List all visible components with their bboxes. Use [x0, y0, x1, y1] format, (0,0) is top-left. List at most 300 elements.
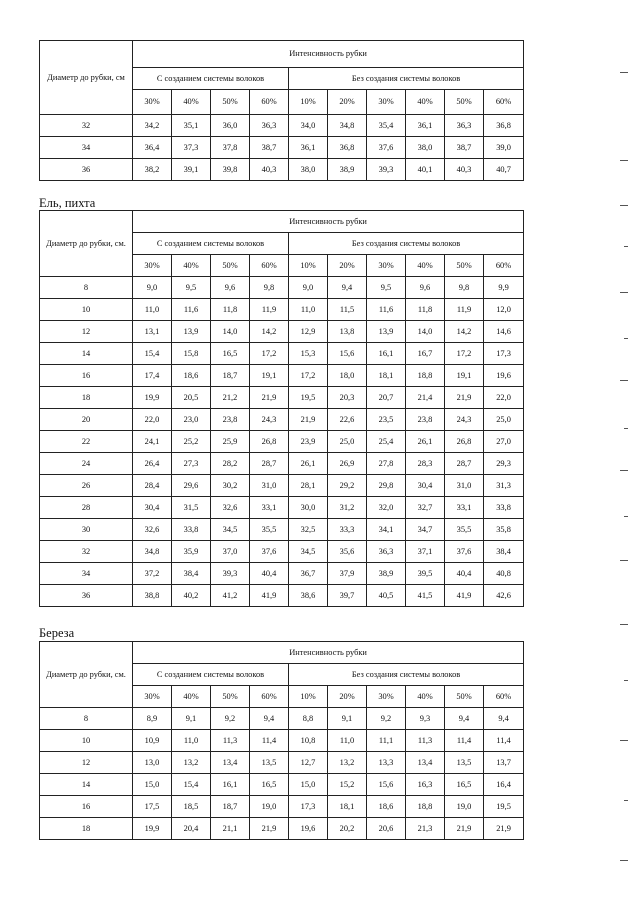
col-header: 10%	[289, 255, 328, 277]
value-cell: 25,9	[211, 431, 250, 453]
value-cell: 37,1	[406, 541, 445, 563]
value-cell: 10,8	[289, 730, 328, 752]
diameter-cell: 16	[40, 365, 133, 387]
value-cell: 31,2	[328, 497, 367, 519]
value-cell: 13,1	[133, 321, 172, 343]
value-cell: 21,9	[250, 387, 289, 409]
table-row	[40, 730, 524, 752]
value-cell: 13,8	[328, 321, 367, 343]
value-cell: 37,6	[250, 541, 289, 563]
value-cell: 25,2	[172, 431, 211, 453]
col-header: 30%	[133, 686, 172, 708]
table-row	[40, 277, 524, 299]
value-cell: 40,8	[484, 563, 524, 585]
value-cell: 40,3	[250, 159, 289, 181]
value-cell: 28,7	[445, 453, 484, 475]
value-cell: 11,3	[406, 730, 445, 752]
value-cell: 19,1	[250, 365, 289, 387]
col-header: 50%	[445, 255, 484, 277]
table-row	[40, 159, 524, 181]
diameter-cell: 12	[40, 321, 133, 343]
value-cell: 9,6	[406, 277, 445, 299]
value-cell: 13,9	[172, 321, 211, 343]
table-row	[40, 752, 524, 774]
value-cell: 39,5	[406, 563, 445, 585]
value-cell: 36,8	[484, 115, 524, 137]
value-cell: 9,9	[484, 277, 524, 299]
table-row	[40, 299, 524, 321]
header-without-system: Без создания системы волоков	[289, 233, 524, 255]
value-cell: 8,8	[289, 708, 328, 730]
col-header: 10%	[289, 686, 328, 708]
value-cell: 9,3	[406, 708, 445, 730]
value-cell: 36,4	[133, 137, 172, 159]
value-cell: 9,1	[172, 708, 211, 730]
diameter-cell: 12	[40, 752, 133, 774]
col-header: 60%	[250, 686, 289, 708]
value-cell: 35,8	[484, 519, 524, 541]
value-cell: 39,8	[211, 159, 250, 181]
value-cell: 31,3	[484, 475, 524, 497]
value-cell: 38,2	[133, 159, 172, 181]
table-row	[40, 519, 524, 541]
header-diameter: Диаметр до рубки, см.	[40, 642, 133, 708]
value-cell: 19,0	[445, 796, 484, 818]
value-cell: 24,1	[133, 431, 172, 453]
header-with-system: С созданием системы волоков	[133, 233, 289, 255]
value-cell: 37,9	[328, 563, 367, 585]
diameter-cell: 14	[40, 343, 133, 365]
value-cell: 16,3	[406, 774, 445, 796]
value-cell: 15,8	[172, 343, 211, 365]
value-cell: 18,1	[367, 365, 406, 387]
value-cell: 36,8	[328, 137, 367, 159]
diameter-cell: 10	[40, 730, 133, 752]
value-cell: 36,3	[445, 115, 484, 137]
diameter-cell: 32	[40, 115, 133, 137]
diameter-cell: 36	[40, 585, 133, 607]
value-cell: 17,2	[445, 343, 484, 365]
col-header: 20%	[328, 686, 367, 708]
table-row	[40, 115, 524, 137]
col-header: 50%	[211, 90, 250, 115]
value-cell: 34,0	[289, 115, 328, 137]
value-cell: 11,4	[250, 730, 289, 752]
value-cell: 11,0	[289, 299, 328, 321]
table-row	[40, 137, 524, 159]
value-cell: 9,0	[289, 277, 328, 299]
value-cell: 40,3	[445, 159, 484, 181]
diameter-cell: 10	[40, 299, 133, 321]
value-cell: 18,6	[172, 365, 211, 387]
value-cell: 40,4	[445, 563, 484, 585]
value-cell: 29,8	[367, 475, 406, 497]
table-row	[40, 796, 524, 818]
value-cell: 33,1	[250, 497, 289, 519]
diameter-cell: 34	[40, 563, 133, 585]
value-cell: 21,4	[406, 387, 445, 409]
value-cell: 32,0	[367, 497, 406, 519]
value-cell: 13,7	[484, 752, 524, 774]
value-cell: 9,4	[328, 277, 367, 299]
value-cell: 33,3	[328, 519, 367, 541]
value-cell: 20,5	[172, 387, 211, 409]
table-row	[40, 708, 524, 730]
table-row	[40, 497, 524, 519]
value-cell: 37,2	[133, 563, 172, 585]
value-cell: 24,3	[250, 409, 289, 431]
value-cell: 19,5	[289, 387, 328, 409]
value-cell: 11,1	[367, 730, 406, 752]
value-cell: 13,5	[250, 752, 289, 774]
table-row	[40, 387, 524, 409]
value-cell: 31,5	[172, 497, 211, 519]
table-row	[40, 343, 524, 365]
value-cell: 11,5	[328, 299, 367, 321]
value-cell: 13,4	[211, 752, 250, 774]
value-cell: 18,0	[328, 365, 367, 387]
value-cell: 33,8	[172, 519, 211, 541]
value-cell: 18,7	[211, 365, 250, 387]
value-cell: 11,0	[172, 730, 211, 752]
value-cell: 39,7	[328, 585, 367, 607]
value-cell: 9,4	[484, 708, 524, 730]
col-header: 40%	[406, 686, 445, 708]
value-cell: 34,5	[211, 519, 250, 541]
table-row	[40, 365, 524, 387]
diameter-cell: 32	[40, 541, 133, 563]
value-cell: 15,0	[133, 774, 172, 796]
value-cell: 9,6	[211, 277, 250, 299]
value-cell: 19,6	[484, 365, 524, 387]
value-cell: 25,0	[328, 431, 367, 453]
section-title-spruce-fir: Ель, пихта	[39, 196, 96, 210]
value-cell: 28,2	[211, 453, 250, 475]
header-intensity: Интенсивность рубки	[133, 211, 524, 233]
value-cell: 18,1	[328, 796, 367, 818]
value-cell: 39,3	[211, 563, 250, 585]
value-cell: 39,0	[484, 137, 524, 159]
col-header: 20%	[328, 90, 367, 115]
value-cell: 13,9	[367, 321, 406, 343]
value-cell: 19,0	[250, 796, 289, 818]
diameter-cell: 26	[40, 475, 133, 497]
value-cell: 11,6	[172, 299, 211, 321]
value-cell: 18,7	[211, 796, 250, 818]
value-cell: 26,4	[133, 453, 172, 475]
value-cell: 27,8	[367, 453, 406, 475]
value-cell: 23,0	[172, 409, 211, 431]
diameter-cell: 8	[40, 277, 133, 299]
value-cell: 35,9	[172, 541, 211, 563]
value-cell: 11,0	[133, 299, 172, 321]
value-cell: 38,8	[133, 585, 172, 607]
value-cell: 28,7	[250, 453, 289, 475]
col-header: 10%	[289, 90, 328, 115]
value-cell: 27,3	[172, 453, 211, 475]
header-diameter: Диаметр до рубки, см.	[40, 211, 133, 277]
value-cell: 32,6	[133, 519, 172, 541]
value-cell: 23,8	[406, 409, 445, 431]
diameter-cell: 8	[40, 708, 133, 730]
value-cell: 16,5	[445, 774, 484, 796]
value-cell: 9,4	[445, 708, 484, 730]
value-cell: 26,1	[289, 453, 328, 475]
value-cell: 9,5	[172, 277, 211, 299]
value-cell: 21,1	[211, 818, 250, 840]
value-cell: 11,4	[445, 730, 484, 752]
value-cell: 22,6	[328, 409, 367, 431]
value-cell: 9,2	[211, 708, 250, 730]
header-without-system: Без создания системы волоков	[289, 68, 524, 90]
table-row	[40, 409, 524, 431]
value-cell: 19,6	[289, 818, 328, 840]
value-cell: 40,5	[367, 585, 406, 607]
value-cell: 26,1	[406, 431, 445, 453]
value-cell: 35,5	[250, 519, 289, 541]
value-cell: 15,0	[289, 774, 328, 796]
value-cell: 14,2	[445, 321, 484, 343]
value-cell: 37,3	[172, 137, 211, 159]
value-cell: 21,9	[289, 409, 328, 431]
value-cell: 19,9	[133, 818, 172, 840]
value-cell: 20,3	[328, 387, 367, 409]
diameter-cell: 24	[40, 453, 133, 475]
value-cell: 11,9	[250, 299, 289, 321]
value-cell: 13,3	[367, 752, 406, 774]
value-cell: 13,2	[172, 752, 211, 774]
value-cell: 14,0	[211, 321, 250, 343]
value-cell: 23,9	[289, 431, 328, 453]
value-cell: 16,1	[367, 343, 406, 365]
value-cell: 32,6	[211, 497, 250, 519]
value-cell: 21,9	[250, 818, 289, 840]
diameter-cell: 22	[40, 431, 133, 453]
diameter-cell: 18	[40, 387, 133, 409]
diameter-cell: 36	[40, 159, 133, 181]
value-cell: 34,7	[406, 519, 445, 541]
value-cell: 38,4	[172, 563, 211, 585]
diameter-cell: 18	[40, 818, 133, 840]
value-cell: 17,5	[133, 796, 172, 818]
value-cell: 40,2	[172, 585, 211, 607]
value-cell: 19,5	[484, 796, 524, 818]
value-cell: 30,4	[133, 497, 172, 519]
value-cell: 30,4	[406, 475, 445, 497]
value-cell: 13,4	[406, 752, 445, 774]
col-header: 50%	[211, 255, 250, 277]
value-cell: 38,7	[250, 137, 289, 159]
value-cell: 15,4	[133, 343, 172, 365]
section-title-birch: Береза	[39, 626, 75, 640]
table-row	[40, 321, 524, 343]
value-cell: 38,4	[484, 541, 524, 563]
diameter-cell: 34	[40, 137, 133, 159]
value-cell: 11,9	[445, 299, 484, 321]
value-cell: 29,6	[172, 475, 211, 497]
value-cell: 17,4	[133, 365, 172, 387]
value-cell: 22,0	[484, 387, 524, 409]
value-cell: 9,0	[133, 277, 172, 299]
value-cell: 22,0	[133, 409, 172, 431]
value-cell: 33,8	[484, 497, 524, 519]
value-cell: 40,1	[406, 159, 445, 181]
col-header: 60%	[250, 90, 289, 115]
value-cell: 8,9	[133, 708, 172, 730]
value-cell: 20,6	[367, 818, 406, 840]
value-cell: 36,7	[289, 563, 328, 585]
value-cell: 31,0	[250, 475, 289, 497]
value-cell: 20,7	[367, 387, 406, 409]
value-cell: 32,5	[289, 519, 328, 541]
value-cell: 40,4	[250, 563, 289, 585]
value-cell: 38,7	[445, 137, 484, 159]
value-cell: 25,4	[367, 431, 406, 453]
value-cell: 21,3	[406, 818, 445, 840]
col-header: 50%	[445, 90, 484, 115]
value-cell: 17,3	[484, 343, 524, 365]
col-header: 30%	[133, 255, 172, 277]
col-header: 30%	[367, 255, 406, 277]
header-with-system: С созданием системы волоков	[133, 664, 289, 686]
table-row	[40, 818, 524, 840]
table-row	[40, 431, 524, 453]
value-cell: 18,5	[172, 796, 211, 818]
value-cell: 14,2	[250, 321, 289, 343]
value-cell: 16,4	[484, 774, 524, 796]
value-cell: 21,9	[445, 387, 484, 409]
value-cell: 42,6	[484, 585, 524, 607]
value-cell: 11,4	[484, 730, 524, 752]
value-cell: 29,2	[328, 475, 367, 497]
value-cell: 23,5	[367, 409, 406, 431]
value-cell: 15,6	[328, 343, 367, 365]
value-cell: 39,1	[172, 159, 211, 181]
table-row	[40, 453, 524, 475]
value-cell: 15,2	[328, 774, 367, 796]
value-cell: 16,5	[211, 343, 250, 365]
col-header: 60%	[484, 686, 524, 708]
value-cell: 11,8	[406, 299, 445, 321]
col-header: 60%	[484, 90, 524, 115]
value-cell: 38,0	[289, 159, 328, 181]
diameter-cell: 14	[40, 774, 133, 796]
value-cell: 28,3	[406, 453, 445, 475]
value-cell: 9,4	[250, 708, 289, 730]
value-cell: 11,0	[328, 730, 367, 752]
value-cell: 41,9	[445, 585, 484, 607]
value-cell: 23,8	[211, 409, 250, 431]
diameter-cell: 20	[40, 409, 133, 431]
value-cell: 18,8	[406, 796, 445, 818]
header-without-system: Без создания системы волоков	[289, 664, 524, 686]
value-cell: 41,2	[211, 585, 250, 607]
value-cell: 36,3	[250, 115, 289, 137]
value-cell: 18,6	[367, 796, 406, 818]
value-cell: 29,3	[484, 453, 524, 475]
header-intensity: Интенсивность рубки	[133, 41, 524, 68]
col-header: 20%	[328, 255, 367, 277]
value-cell: 28,1	[289, 475, 328, 497]
value-cell: 34,8	[328, 115, 367, 137]
table-row	[40, 585, 524, 607]
value-cell: 17,3	[289, 796, 328, 818]
col-header: 50%	[445, 686, 484, 708]
value-cell: 9,1	[328, 708, 367, 730]
value-cell: 14,6	[484, 321, 524, 343]
value-cell: 28,4	[133, 475, 172, 497]
value-cell: 30,2	[211, 475, 250, 497]
value-cell: 32,7	[406, 497, 445, 519]
table-row	[40, 563, 524, 585]
value-cell: 15,6	[367, 774, 406, 796]
value-cell: 21,2	[211, 387, 250, 409]
col-header: 40%	[406, 255, 445, 277]
value-cell: 10,9	[133, 730, 172, 752]
value-cell: 34,5	[289, 541, 328, 563]
value-cell: 11,3	[211, 730, 250, 752]
value-cell: 19,9	[133, 387, 172, 409]
col-header: 30%	[367, 90, 406, 115]
value-cell: 35,5	[445, 519, 484, 541]
value-cell: 34,1	[367, 519, 406, 541]
col-header: 60%	[484, 255, 524, 277]
value-cell: 30,0	[289, 497, 328, 519]
col-header: 30%	[133, 90, 172, 115]
value-cell: 13,2	[328, 752, 367, 774]
value-cell: 34,2	[133, 115, 172, 137]
header-intensity: Интенсивность рубки	[133, 642, 524, 664]
value-cell: 21,9	[484, 818, 524, 840]
value-cell: 19,1	[445, 365, 484, 387]
value-cell: 38,6	[289, 585, 328, 607]
value-cell: 26,9	[328, 453, 367, 475]
value-cell: 16,5	[250, 774, 289, 796]
value-cell: 16,7	[406, 343, 445, 365]
value-cell: 41,9	[250, 585, 289, 607]
value-cell: 26,8	[445, 431, 484, 453]
table-row	[40, 541, 524, 563]
table-row	[40, 475, 524, 497]
value-cell: 36,3	[367, 541, 406, 563]
header-with-system: С созданием системы волоков	[133, 68, 289, 90]
value-cell: 21,9	[445, 818, 484, 840]
value-cell: 36,0	[211, 115, 250, 137]
value-cell: 39,3	[367, 159, 406, 181]
value-cell: 24,3	[445, 409, 484, 431]
value-cell: 20,2	[328, 818, 367, 840]
value-cell: 37,0	[211, 541, 250, 563]
value-cell: 9,5	[367, 277, 406, 299]
col-header: 60%	[250, 255, 289, 277]
value-cell: 12,0	[484, 299, 524, 321]
col-header: 40%	[172, 255, 211, 277]
value-cell: 38,9	[328, 159, 367, 181]
header-diameter: Диаметр до рубки, см	[40, 41, 133, 115]
value-cell: 35,4	[367, 115, 406, 137]
table-birch	[39, 641, 524, 840]
col-header: 40%	[172, 90, 211, 115]
value-cell: 26,8	[250, 431, 289, 453]
value-cell: 15,4	[172, 774, 211, 796]
value-cell: 20,4	[172, 818, 211, 840]
diameter-cell: 16	[40, 796, 133, 818]
table-continuation	[39, 40, 524, 181]
diameter-cell: 30	[40, 519, 133, 541]
col-header: 40%	[172, 686, 211, 708]
value-cell: 11,6	[367, 299, 406, 321]
value-cell: 37,6	[367, 137, 406, 159]
